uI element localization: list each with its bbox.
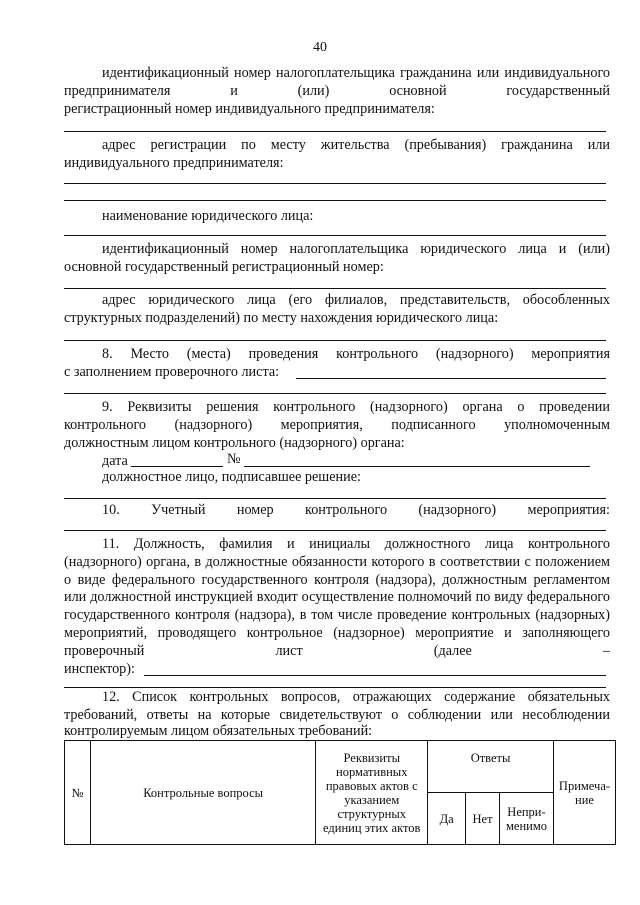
section-10-fill-line xyxy=(64,530,606,531)
col-number-header: № xyxy=(65,741,91,845)
addr-ip-fill-line-1 xyxy=(64,183,606,184)
section-11-inline-line xyxy=(144,675,606,676)
col-yes-header: Да xyxy=(428,793,466,845)
section-12-text-end: контролируемым лицом обязательных требований: xyxy=(64,723,373,739)
inn-ip-text-end: регистрационный номер индивидуального предпринимателя: xyxy=(64,101,435,117)
legal-name-text: наименование юридического лица: xyxy=(102,208,314,224)
section-8-text: 8. Место (места) проведения контрольного (надзорного) мероприятия xyxy=(102,346,610,362)
signer-fill-line xyxy=(64,498,606,499)
col-requisites-header: Реквизиты нормативных правовых актов с указанием структурных единиц этих актов xyxy=(316,741,428,845)
legal-name-fill-line xyxy=(64,235,606,236)
section-10-text: 10. Учетный номер контрольного (надзорного) мероприятия: xyxy=(102,502,610,518)
inn-legal-text-end: основной государственный регистрационный номер: xyxy=(64,259,384,275)
addr-legal-fill-line xyxy=(64,340,606,341)
section-8-inline-line xyxy=(296,378,606,379)
inn-legal-fill-line xyxy=(64,288,606,289)
date-fill-line xyxy=(131,466,223,467)
addr-ip-text-end: индивидуального предпринимателя: xyxy=(64,155,284,171)
inn-ip-text: идентификационный номер налогоплательщика гражданина или индивидуального предпринимателя и (или) основной государственный xyxy=(64,65,610,99)
section-9-text: 9. Реквизиты решения контрольного (надзорного) органа о проведении контрольного (надзорного) мероприятия, подписанного уполномоченным xyxy=(64,399,610,433)
addr-legal-text-end: структурных подразделений) по месту нахождения юридического лица: xyxy=(64,310,499,326)
date-label: дата xyxy=(102,453,128,469)
addr-ip-text: адрес регистрации по месту жительства (пребывания) гражданина или xyxy=(102,137,610,153)
section-8-fill-line xyxy=(64,393,606,394)
section-11-text-end: инспектор): xyxy=(64,661,135,677)
number-label: № xyxy=(227,451,241,467)
page-number: 40 xyxy=(313,40,327,55)
number-fill-line xyxy=(244,466,590,467)
inn-legal-text: идентификационный номер налогоплательщика юридического лица и (или) xyxy=(102,241,610,257)
col-questions-header: Контрольные вопросы xyxy=(90,741,315,845)
col-no-header: Нет xyxy=(466,793,500,845)
inn-ip-fill-line xyxy=(64,131,606,132)
col-note-header: Примеча-ние xyxy=(553,741,615,845)
addr-ip-fill-line-2 xyxy=(64,200,606,201)
section-9-text-end: должностным лицом контрольного (надзорного) органа: xyxy=(64,435,405,451)
section-8-text-end: с заполнением проверочного листа: xyxy=(64,364,280,380)
signer-label: должностное лицо, подписавшее решение: xyxy=(102,469,361,485)
section-11-text: 11. Должность, фамилия и инициалы должностного лица контрольного (надзорного) органа, в должностные обязанности которого в соответствии с положением о виде федерального государственного контроля (надзора), должностным регламентом или должностной инструкцией входит осуществление полномочий по виду федерального государственного контроля (надзора), в том числе проведение контрольных (надзорных) мероприятий, проводящего контрольное (надзорное) мероприятие и заполняющего проверочный лист (далее – xyxy=(64,536,610,659)
checklist-table xyxy=(64,740,616,845)
col-na-header: Непри-менимо xyxy=(500,793,554,845)
col-answers-header: Ответы xyxy=(428,741,554,793)
addr-legal-text: адрес юридического лица (его филиалов, представительств, обособленных xyxy=(102,292,610,308)
section-12-text: 12. Список контрольных вопросов, отражающих содержание обязательных требований, ответы на которые свидетельствуют о соблюдении или несоблюдении xyxy=(64,689,610,723)
